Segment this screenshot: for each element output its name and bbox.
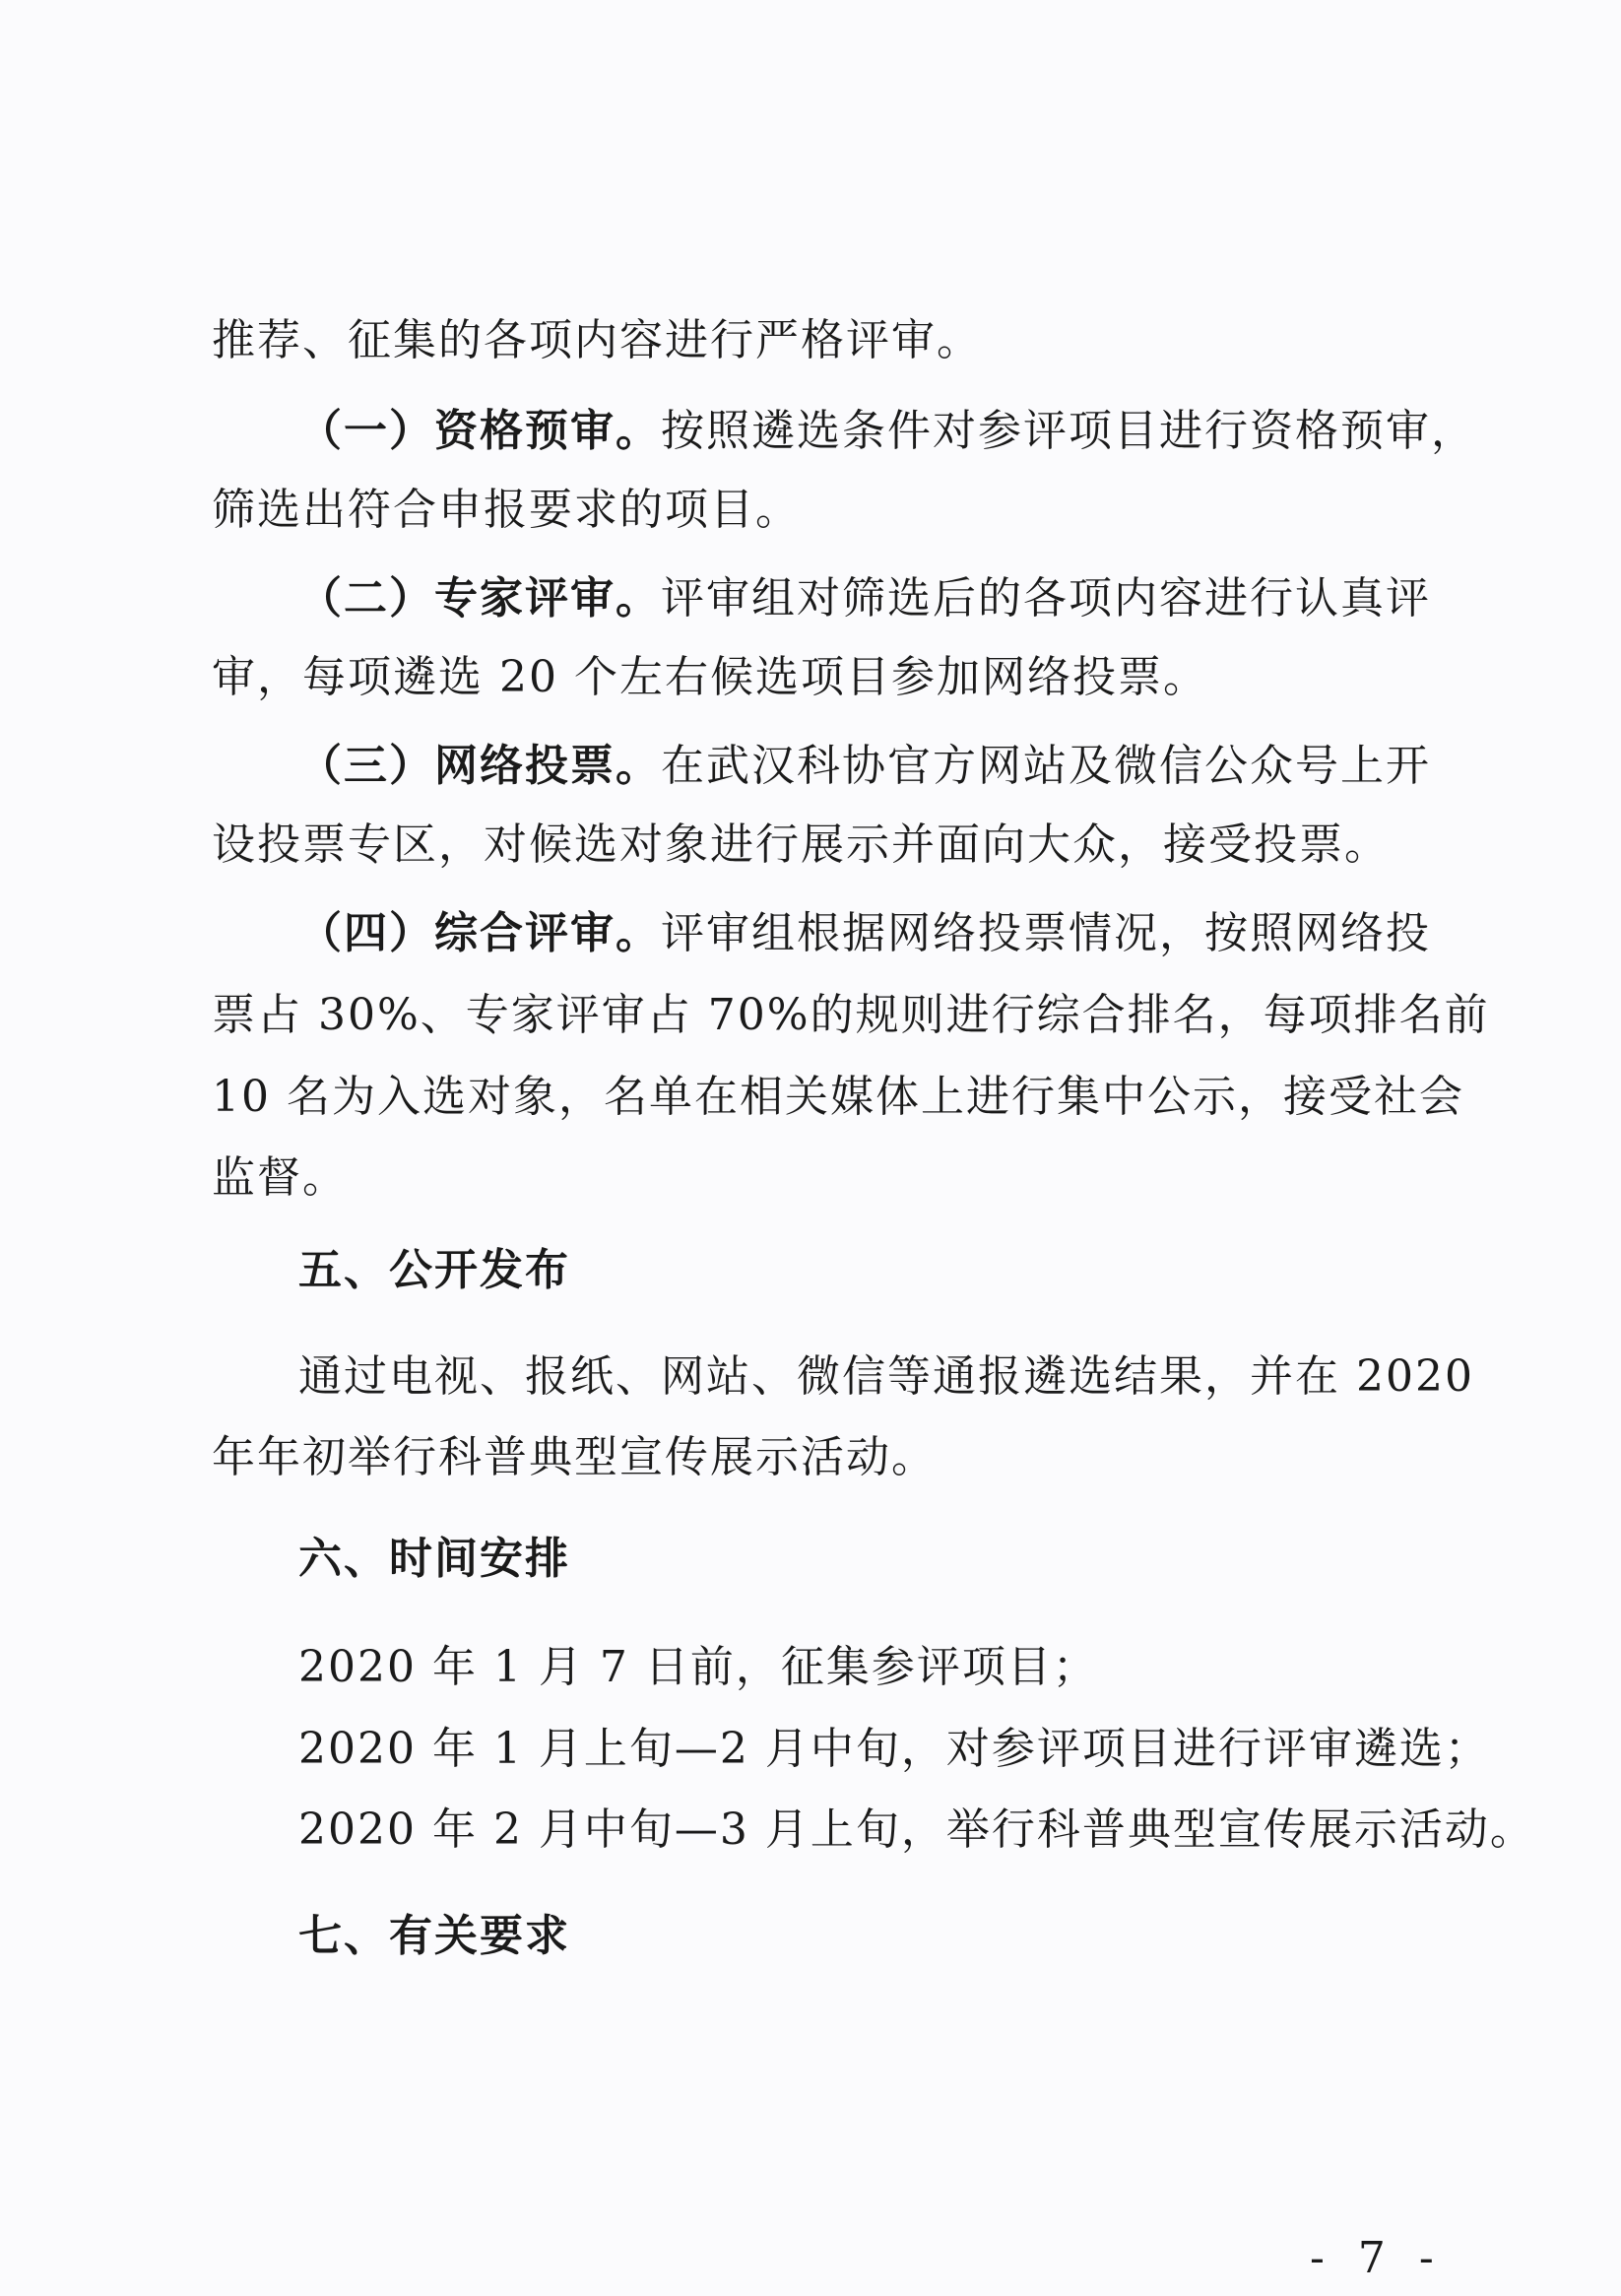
subsection-label: （三）网络投票。 [298, 741, 661, 791]
paragraph-line [298, 404, 1500, 459]
paragraph-line: 审，每项遴选 20 个左右候选项目参加网络投票。 [212, 652, 1208, 702]
page-number: - 7 - [1310, 2233, 1444, 2283]
section-heading: 五、公开发布 [298, 1245, 570, 1295]
paragraph-line [298, 906, 1500, 961]
paragraph-text: 评审组对筛选后的各项内容进行认真评 [661, 573, 1431, 623]
schedule-item: 2020 年 1 月上旬—2 月中旬，对参评项目进行评审遴选； [298, 1724, 1490, 1774]
paragraph-line: 10 名为入选对象，名单在相关媒体上进行集中公示，接受社会 [212, 1072, 1464, 1122]
subsection-label: （四）综合评审。 [298, 908, 661, 958]
paragraph-line: 通过电视、报纸、网站、微信等通报遴选结果，并在 2020 [298, 1351, 1474, 1402]
paragraph-line: 设投票专区，对候选对象进行展示并面向大众，接受投票。 [212, 820, 1390, 870]
paragraph-line: 监督。 [212, 1152, 348, 1203]
paragraph-text: 在武汉科协官方网站及微信公众号上开 [661, 741, 1431, 791]
paragraph-line: 筛选出符合申报要求的项目。 [212, 485, 801, 535]
subsection-label: （一）资格预审。 [298, 406, 661, 456]
paragraph-line: 票占 30%、专家评审占 70%的规则进行综合排名，每项排名前 [212, 990, 1490, 1040]
section-heading: 六、时间安排 [298, 1534, 570, 1584]
paragraph-line: 推荐、征集的各项内容进行严格评审。 [212, 315, 982, 365]
section-heading: 七、有关要求 [298, 1911, 570, 1961]
paragraph-text: 按照遴选条件对参评项目进行资格预审， [661, 406, 1476, 456]
subsection-label: （二）专家评审。 [298, 573, 661, 623]
schedule-item: 2020 年 2 月中旬—3 月上旬，举行科普典型宣传展示活动。 [298, 1804, 1535, 1855]
paragraph-line [298, 571, 1500, 626]
paragraph-text: 评审组根据网络投票情况，按照网络投 [661, 908, 1431, 958]
paragraph-line [298, 739, 1500, 794]
paragraph-line: 年年初举行科普典型宣传展示活动。 [212, 1432, 937, 1482]
schedule-item: 2020 年 1 月 7 日前，征集参评项目； [298, 1642, 1098, 1692]
